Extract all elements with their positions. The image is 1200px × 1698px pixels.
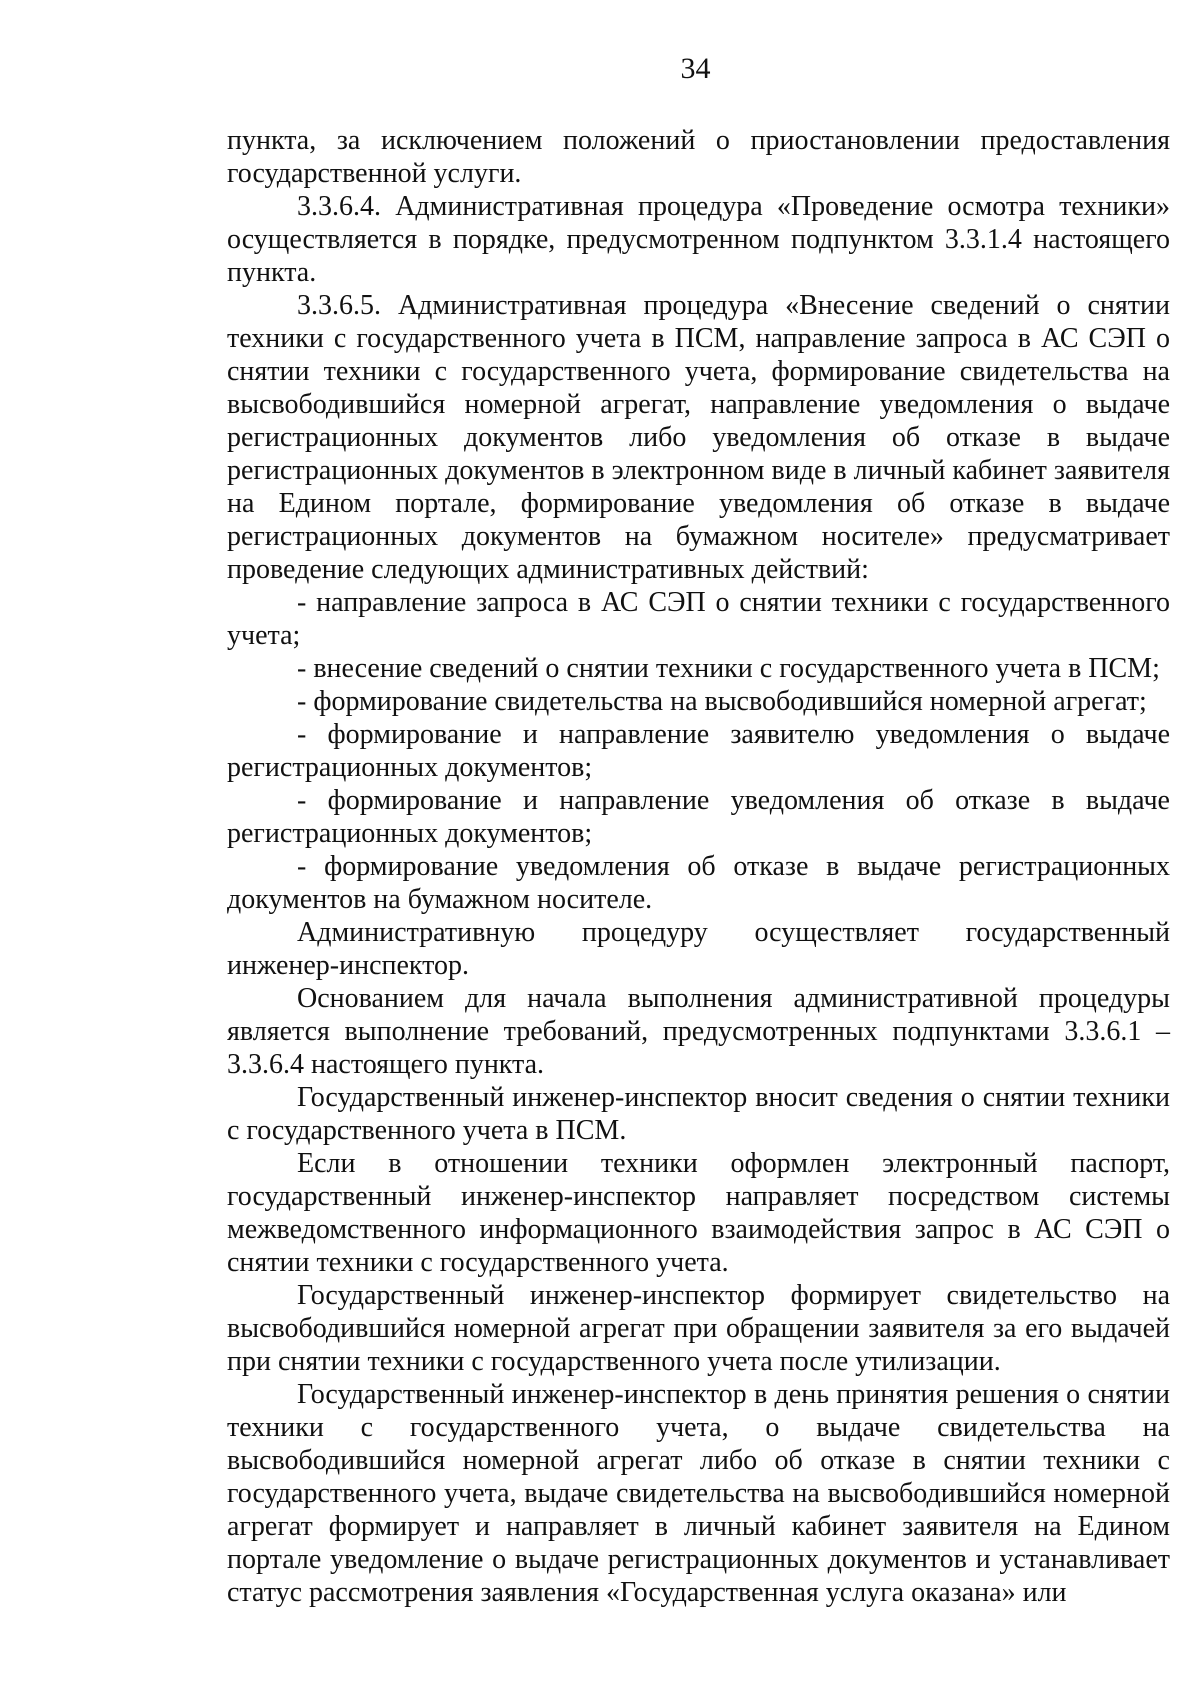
- list-item: - внесение сведений о снятии техники с государственного учета в ПСМ;: [297, 653, 1160, 684]
- paragraph: Государственный инженер-инспектор вносит сведения о снятии техники с государственного учета в ПСМ.: [227, 1082, 1170, 1146]
- paragraph-3-3-6-4: 3.3.6.4. Административная процедура «Проведение осмотра техники» осуществляется в порядке, предусмотренном подпунктом 3.3.1.4 настоящего пункта.: [227, 191, 1170, 288]
- paragraph: Если в отношении техники оформлен электронный паспорт, государственный инженер-инспектор направляет посредством системы межведомственного информационного взаимодействия запрос в АС СЭП о снятии техники с государственного учета.: [227, 1148, 1170, 1278]
- list-item: - направление запроса в АС СЭП о снятии техники с государственного учета;: [227, 587, 1170, 651]
- paragraph: Государственный инженер-инспектор в день принятия решения о снятии техники с государственного учета, о выдаче свидетельства на высвободившийся номерной агрегат либо об отказе в снятии техники с государственного учета, выдаче свидетельства на высвободившийся номерной агрегат формирует и направляет в личный кабинет заявителя на Едином портале уведомление о выдаче регистрационных документов и устанавливает статус рассмотрения заявления «Государственная услуга оказана» или: [227, 1379, 1170, 1608]
- paragraph: Административную процедуру осуществляет государственный инженер-инспектор.: [227, 917, 1170, 981]
- page-number: 34: [680, 52, 711, 85]
- list-item: - формирование и направление уведомления об отказе в выдаче регистрационных документов;: [227, 785, 1170, 849]
- list-item: - формирование и направление заявителю уведомления о выдаче регистрационных документов;: [227, 719, 1170, 783]
- paragraph: Государственный инженер-инспектор формирует свидетельство на высвободившийся номерной агрегат при обращении заявителя за его выдачей при снятии техники с государственного учета после утилизации.: [227, 1280, 1170, 1377]
- paragraph-continuation: пункта, за исключением положений о приостановлении предоставления государственной услуги.: [227, 125, 1170, 189]
- list-item: - формирование уведомления об отказе в выдаче регистрационных документов на бумажном носителе.: [227, 851, 1170, 915]
- document-body: [227, 124, 1170, 1609]
- paragraph: Основанием для начала выполнения административной процедуры является выполнение требований, предусмотренных подпунктами 3.3.6.1 – 3.3.6.4 настоящего пункта.: [227, 983, 1170, 1080]
- list-item: - формирование свидетельства на высвободившийся номерной агрегат;: [297, 686, 1147, 717]
- paragraph-3-3-6-5: 3.3.6.5. Административная процедура «Внесение сведений о снятии техники с государственного учета в ПСМ, направление запроса в АС СЭП о снятии техники с государственного учета, формирование свидетельства на высвободившийся номерной агрегат, направление уведомления о выдаче регистрационных документов либо уведомления об отказе в выдаче регистрационных документов в электронном виде в личный кабинет заявителя на Едином портале, формирование уведомления об отказе в выдаче регистрационных документов на бумажном носителе» предусматривает проведение следующих административных действий:: [227, 290, 1170, 585]
